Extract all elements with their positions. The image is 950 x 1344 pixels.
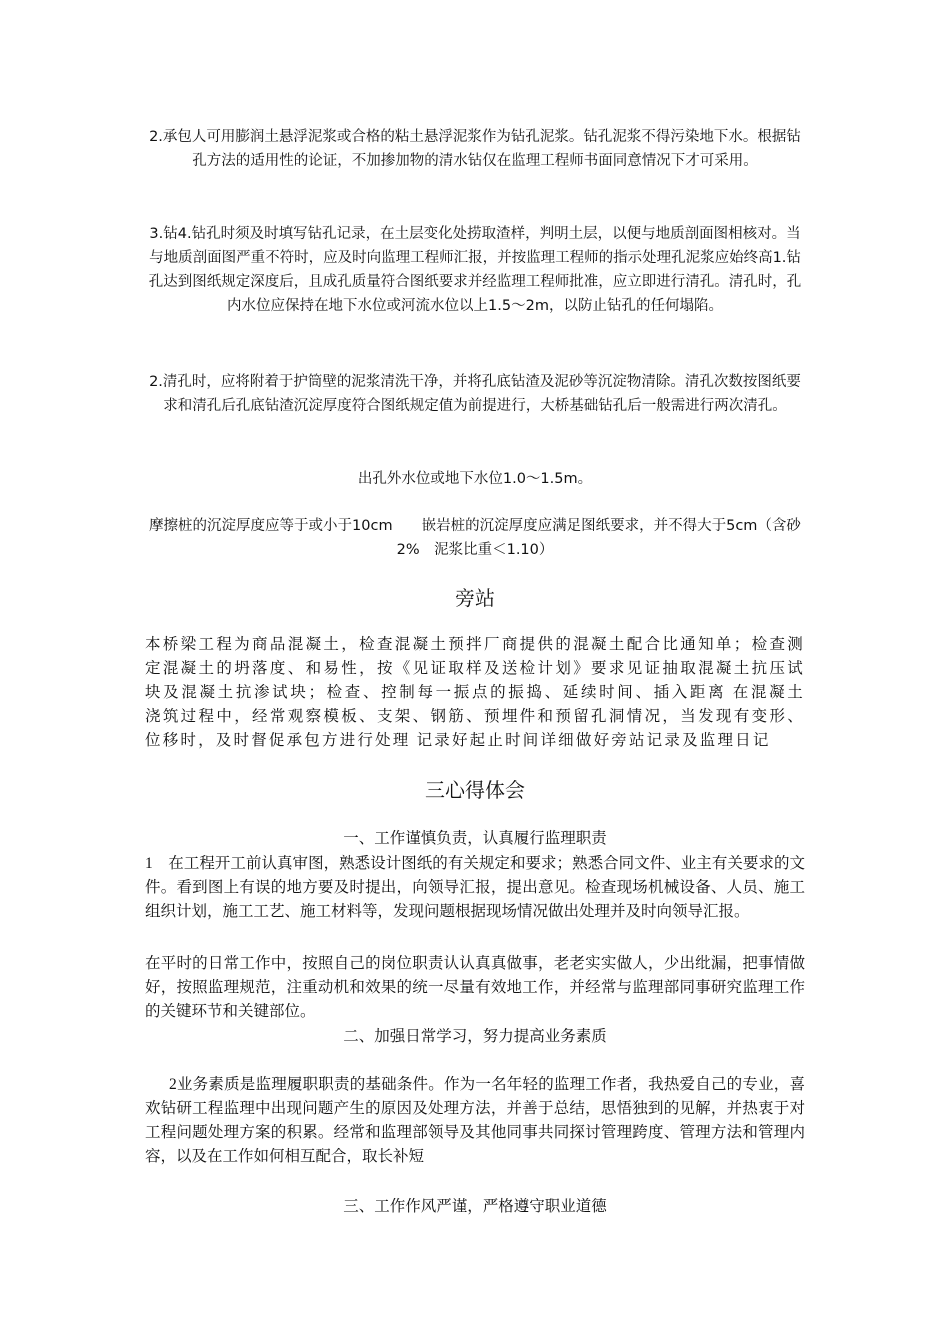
subheading-careful-responsible: 一、工作谨慎负责，认真履行监理职责 [343,830,607,847]
paragraph-side-station: 本桥梁工程为商品混凝土，检查混凝土预拌厂商提供的混凝土配合比通知单；检查测定混凝土的坍落度、和易性，按《见证取样及送检计划》要求见证抽取混凝土抗压试块及混凝土抗渗试块；检查、控制每一振点的振捣、延续时间、插入距离 在混凝土浇筑过程中，经常观察模板、支架、钢筋、预埋件和预留孔洞情况，当发现有变形、位移时，及时督促承包方进行处理 记录好起止时间详细做好旁站记录及监理日记 [145,636,805,749]
paragraph-slurry: 2.承包人可用膨润土悬浮泥浆或合格的粘土悬浮泥浆作为钻孔泥浆。钻孔泥浆不得污染地下水。根据钻孔方法的适用性的论证，不加掺加物的清水钻仅在监理工程师书面同意情况下才可采用。 [149,129,801,169]
paragraph-water-level: 出孔外水位或地下水位1.0～1.5m。 [357,471,593,487]
paragraph-daily-work: 在平时的日常工作中，按照自己的岗位职责认认真真做事，老老实实做人，少出纰漏，把事情做好，按照监理规范，注重动机和效果的统一尽量有效地工作，并经常与监理部同事研究监理工作的关键环节和关键部位。 [145,955,805,1020]
subheading-work-style: 三、工作作风严谨，严格遵守职业道德 [343,1198,607,1215]
paragraph-professional-quality: 2业务素质是监理履职职责的基础条件。作为一名年轻的监理工作者，我热爱自己的专业，喜欢钻研工程监理中出现问题产生的原因及处理方法，并善于总结，思悟独到的见解，并热衷于对工程问题处理方案的积累。经常和监理部领导及其他同事共同探讨管理跨度、管理方法和管理内容，以及在工作如何相互配合，取长补短 [145,1076,805,1165]
heading-side-station: 旁站 [455,586,495,610]
heading-experience: 三心得体会 [425,778,525,802]
paragraph-review-drawings: 1 在工程开工前认真审图，熟悉设计图纸的有关规定和要求；熟悉合同文件、业主有关要求的文件。看到图上有误的地方要及时提出，向领导汇报，提出意见。检查现场机械设备、人员、施工组织计划，施工工艺、施工材料等，发现问题根据现场情况做出处理并及时向领导汇报。 [145,855,805,920]
subheading-study: 二、加强日常学习，努力提高业务素质 [343,1028,607,1045]
paragraph-hole-cleaning: 2.清孔时，应将附着于护筒壁的泥浆清洗干净，并将孔底钻渣及泥砂等沉淀物清除。清孔次数按图纸要求和清孔后孔底钻渣沉淀厚度符合图纸规定值为前提进行，大桥基础钻孔后一般需进行两次清孔。 [149,374,801,414]
paragraph-sediment-thickness: 摩擦桩的沉淀厚度应等于或小于10cm 嵌岩桩的沉淀厚度应满足图纸要求，并不得大于5cm（含砂2% 泥浆比重＜1.10） [149,518,801,558]
paragraph-drilling-record: 3.钻4.钻孔时须及时填写钻孔记录，在土层变化处捞取渣样，判明土层，以便与地质剖面图相核对。当与地质剖面图严重不符时，应及时向监理工程师汇报，并按监理工程师的指示处理孔泥浆应始终高1.钻孔达到图纸规定深度后，且成孔质量符合图纸要求并经监理工程师批准，应立即进行清孔。清孔时，孔内水位应保持在地下水位或河流水位以上1.5～2m，以防止钻孔的任何塌陷。 [148,226,802,314]
